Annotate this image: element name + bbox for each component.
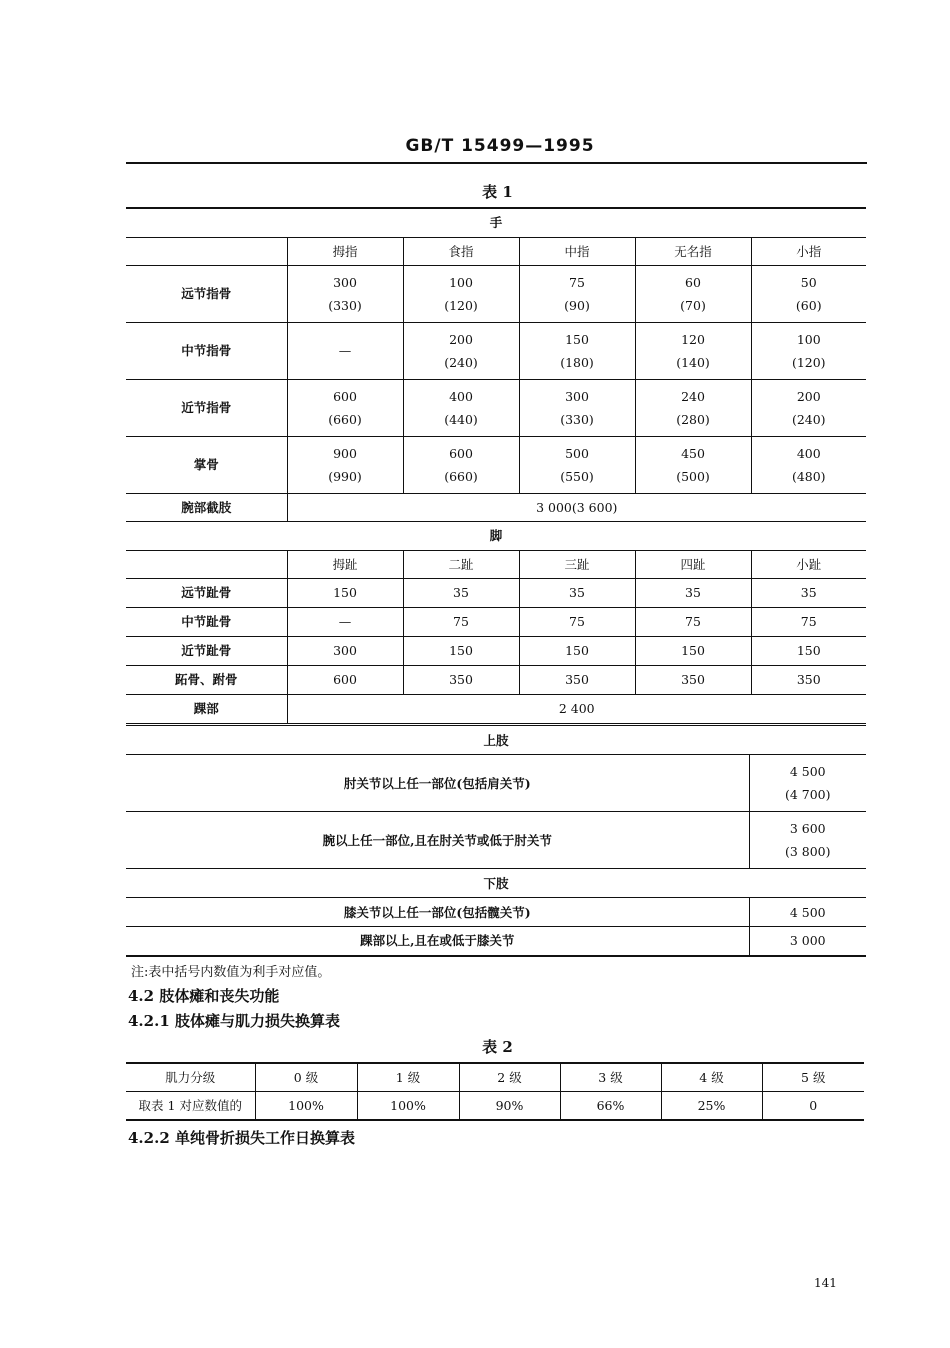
section-4-2-1-heading: 4.2.1 肢体瘫与肌力损失换算表 [128,1012,340,1030]
table-row [126,436,866,493]
cell-value-dominant: (60) [795,297,822,313]
page-number: 141 [814,1276,837,1290]
cell-value: 75 [403,607,519,636]
cell-value-dominant: (120) [791,354,826,370]
table2 [126,1062,864,1121]
table-row [126,927,866,956]
grade-0: 0 级 [255,1063,357,1091]
cell-value: 300 [287,636,403,665]
table1-limbs [126,725,866,957]
table-row [126,755,866,812]
cell-value: 35 [403,578,519,607]
cell-value: 60 [685,274,701,290]
cell-value-dominant: (3 800) [784,844,831,859]
value-3: 66% [560,1091,661,1120]
hand-col-4: 小指 [751,237,866,265]
cell-value: 150 [565,331,589,347]
row-label: 近节趾骨 [126,636,287,665]
cell-value-dominant: (180) [560,354,594,370]
value-0: 100% [255,1091,357,1120]
cell-value: 35 [635,578,751,607]
cell-value: — [287,607,403,636]
cell-value: — [338,343,352,358]
table-row [126,694,866,723]
foot-col-3: 四趾 [635,550,751,578]
cell-value: 150 [519,636,635,665]
cell-value: 600 [333,388,357,404]
cell-value: 600 [287,665,403,694]
cell-value-dominant: (240) [791,411,826,427]
cell-value-dominant: (120) [444,297,478,313]
foot-header-row [126,550,866,578]
cell-value: 75 [569,274,585,290]
row-label: 踝部以上,且在或低于膝关节 [126,927,749,956]
cell-value-dominant: (4 700) [784,787,831,802]
grade-2: 2 级 [459,1063,560,1091]
table1-caption: 表 1 [482,183,513,201]
cell-value-dominant: (550) [560,468,594,484]
cell-value: 150 [403,636,519,665]
cell-value-dominant: (330) [328,297,362,313]
cell-value: 350 [519,665,635,694]
table2-header-row [126,1063,864,1091]
cell-value: 900 [333,445,357,461]
cell-value: 4 500 [749,898,866,927]
foot-col-0: 拇趾 [287,550,403,578]
row-label: 掌骨 [126,436,287,493]
table-row [126,578,866,607]
cell-value: 300 [333,274,357,290]
cell-value-dominant: (70) [680,297,706,313]
wrist-value: 3 000(3 600) [287,493,866,521]
cell-value: 50 [800,274,817,290]
cell-value: 75 [519,607,635,636]
cell-value: 3 600 [789,821,826,836]
table2-header-label: 肌力分级 [126,1063,255,1091]
lower-section-title: 下肢 [126,869,866,898]
row-label: 腕部截肢 [126,493,287,521]
grade-3: 3 级 [560,1063,661,1091]
cell-value: 4 500 [789,764,826,779]
cell-value-dominant: (280) [676,411,710,427]
cell-value: 35 [751,578,866,607]
foot-col-4: 小趾 [751,550,866,578]
table-row [126,636,866,665]
cell-value: 150 [751,636,866,665]
row-label: 肘关节以上任一部位(包括肩关节) [126,755,749,812]
table1-hand-foot [126,207,866,724]
foot-section-title: 脚 [126,521,866,550]
cell-value-dominant: (660) [328,411,362,427]
table-row [126,493,866,521]
cell-value-dominant: (140) [676,354,710,370]
table2-caption: 表 2 [482,1038,513,1056]
cell-value: 150 [635,636,751,665]
table-row [126,812,866,869]
cell-value-dominant: (480) [791,468,826,484]
cell-value: 120 [681,331,705,347]
row-label: 中节趾骨 [126,607,287,636]
hand-header-row [126,237,866,265]
row-label: 远节指骨 [126,265,287,322]
table-row [126,322,866,379]
hand-col-3: 无名指 [635,237,751,265]
hand-col-0: 拇指 [287,237,403,265]
cell-value-dominant: (240) [444,354,478,370]
value-1: 100% [357,1091,459,1120]
cell-value: 350 [403,665,519,694]
foot-col-1: 二趾 [403,550,519,578]
cell-value-dominant: (660) [444,468,478,484]
value-5: 0 [762,1091,864,1120]
document-header: GB/T 15499—1995 [405,136,595,156]
row-label: 踝部 [126,694,287,723]
grade-4: 4 级 [661,1063,762,1091]
grade-5: 5 级 [762,1063,864,1091]
cell-value-dominant: (440) [444,411,478,427]
cell-value-dominant: (500) [676,468,710,484]
value-4: 25% [661,1091,762,1120]
cell-value: 150 [287,578,403,607]
cell-value-dominant: (330) [560,411,594,427]
upper-section-title: 上肢 [126,726,866,755]
table-row [126,379,866,436]
cell-value: 240 [681,388,705,404]
table-row [126,265,866,322]
hand-col-1: 食指 [403,237,519,265]
cell-value: 100 [796,331,821,347]
cell-value: 200 [449,331,473,347]
row-label: 膝关节以上任一部位(包括髋关节) [126,898,749,927]
cell-value: 400 [796,445,821,461]
table2-row-label: 取表 1 对应数值的 [126,1091,255,1120]
row-label: 近节指骨 [126,379,287,436]
cell-value-dominant: (90) [564,297,590,313]
hand-col-2: 中指 [519,237,635,265]
cell-value: 600 [449,445,473,461]
header-rule [126,162,867,164]
cell-value: 200 [796,388,821,404]
ankle-value: 2 400 [287,694,866,723]
table-row [126,898,866,927]
cell-value: 400 [449,388,473,404]
cell-value: 75 [751,607,866,636]
section-4-2-2-heading: 4.2.2 单纯骨折损失工作日换算表 [128,1129,355,1147]
table-row [126,665,866,694]
foot-col-2: 三趾 [519,550,635,578]
row-label: 远节趾骨 [126,578,287,607]
cell-value: 350 [751,665,866,694]
cell-value: 75 [635,607,751,636]
cell-value: 300 [565,388,589,404]
table1-note: 注:表中括号内数值为利手对应值。 [131,965,331,980]
value-2: 90% [459,1091,560,1120]
section-4-2-heading: 4.2 肢体瘫和丧失功能 [128,987,280,1005]
table2-value-row [126,1091,864,1120]
grade-1: 1 级 [357,1063,459,1091]
cell-value-dominant: (990) [328,468,362,484]
row-label: 跖骨、跗骨 [126,665,287,694]
cell-value: 3 000 [749,927,866,956]
row-label: 中节指骨 [126,322,287,379]
cell-value: 35 [519,578,635,607]
table-row [126,607,866,636]
row-label: 腕以上任一部位,且在肘关节或低于肘关节 [126,812,749,869]
cell-value: 450 [681,445,705,461]
cell-value: 500 [565,445,589,461]
cell-value: 100 [449,274,473,290]
hand-section-title: 手 [126,208,866,237]
cell-value: 350 [635,665,751,694]
